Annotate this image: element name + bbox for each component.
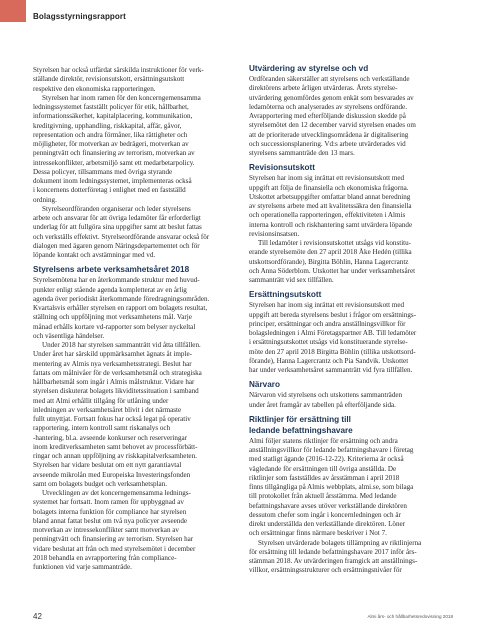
paragraph: [33, 66, 236, 94]
left-text-column: [33, 66, 236, 572]
paragraph: [33, 94, 236, 205]
text-line: inledningen av verksamhetsåret blivit i det närmaste: [33, 405, 182, 414]
text-line: för ersättning till ledande befattningshavare 2017 inför års-: [249, 547, 417, 556]
text-line: Ordföranden säkerställer att styrelsens och verkställande: [249, 75, 410, 83]
section-heading: Riktlinjer för ersättning till: [249, 414, 351, 424]
paragraph: [33, 205, 236, 261]
paragraph: [249, 437, 452, 539]
section-heading: Utvärdering av styrelse och vd: [249, 64, 369, 73]
text-line: inom kreditverksamheten samt behovet av processförbätt-: [33, 442, 198, 451]
text-line: direkt underställda den verkställande direktören. Löner: [249, 520, 406, 528]
paragraph: [33, 276, 236, 341]
text-line: och ersättningar finns närmare beskriver i Not 7.: [249, 529, 387, 538]
paragraph: [249, 75, 452, 158]
text-line: Utvecklingen av det koncerngemensamma lednings-: [42, 489, 191, 497]
text-line: ledningssystemet fastställt policyer för etik, hållbarhet,: [33, 103, 189, 111]
text-line: Under året har särskild uppmärksamhet ägnats åt imple-: [33, 350, 192, 359]
text-line: och operationella rapporteringen, effektiviteten i Almis: [249, 211, 406, 220]
paragraph: [33, 341, 236, 489]
text-line: dialogen med ägaren genom Näringsdepartementet och för: [33, 241, 200, 250]
text-line: direktörens arbete årligen utvärderas. Årets styrelse-: [249, 84, 398, 93]
text-line: uppgift att följa de finansiella och ekonomiska frågorna.: [249, 183, 409, 192]
text-line: bolagets interna funktion för compliance har styrelsen: [33, 507, 187, 516]
text-line: månad erhålls kortare vd-rapporter som belyser nyckeltal: [33, 322, 196, 331]
text-line: ställning och uppföljning mot verksamhetens mål. Varje: [33, 313, 192, 322]
text-line: arbete och ansvarar för att övriga ledamöter får erforderligt: [33, 214, 201, 222]
page-number: 42: [33, 612, 42, 621]
paragraph: [249, 239, 452, 285]
text-line: agenda över periodiskt återkommande föredragningsområden.: [33, 294, 210, 303]
text-line: av styrelsens arbete med att kvalitetssäkra den finansiella: [249, 202, 412, 210]
text-line: Styrelsen har inom sig inrättat ett revisionsutskott med: [249, 174, 405, 183]
right-text-column: [249, 64, 452, 576]
text-line: ordning.: [33, 195, 57, 204]
text-line: motverkan av intressekonflikter samt motverkan av: [33, 526, 179, 534]
text-line: och väsentliga händelser.: [33, 331, 105, 340]
text-line: rapportering, intern kontroll samt riskanalys och: [33, 424, 171, 433]
text-line: styrelsemötet den 12 december varvid styrelsen enades om: [249, 121, 416, 130]
text-line: Utskottet arbetsuppgifter omfattar bland annat beredning: [249, 192, 411, 201]
text-line: representation och andra förmåner, lika rättigheter och: [33, 130, 188, 139]
text-line: Dessa policyer, tillsammans med övriga styrande: [33, 167, 173, 176]
text-line: 2018 behandla en avrapportering från compliance-: [33, 553, 177, 562]
text-line: interna kontroll och riskhantering samt utvärdera löpande: [249, 220, 413, 229]
text-line: fattats om målnivåer för de verksamhetsmål och strategiska: [33, 368, 202, 377]
footer-report-title: Almi års- och hållbarhetsredovisning 2018: [367, 614, 453, 619]
text-line: ställande direktör, revisionsutskott, ersättningsutskott: [33, 75, 185, 84]
paragraph: [249, 174, 452, 239]
section-heading: ledande befattningshavare: [249, 425, 353, 435]
text-line: bolagsledningen i Almi Företagspartner AB. Till ledamöter: [249, 329, 417, 337]
paragraph: [249, 539, 452, 576]
text-line: dessutom chefer som ingår i koncernledningen och är: [249, 510, 401, 519]
text-line: intressekonflikter, arbetsmiljö samt ett medarbetarpolicy.: [33, 158, 195, 167]
text-line: utskottsordförande), Birgitta Böhlin, Hanna Lagercrantz: [249, 257, 409, 266]
text-line: ringar och annan uppföljning av riskkapitalverksamheten.: [33, 452, 197, 460]
text-line: dokument inom ledningssystemet, implementeras också: [33, 177, 192, 185]
text-line: Styrelsen har inom sig inrättat ett revisionsutskott med: [249, 301, 405, 310]
text-line: mentering av Almis nya verksamhetsstrategi. Beslut har: [33, 359, 192, 368]
text-line: bland annat fattat beslut om två nya policyer avseende: [33, 516, 188, 525]
text-line: Kvartalsvis erhåller styrelsen en rapport om bolagets resultat,: [33, 304, 208, 312]
paragraph: [249, 391, 452, 410]
text-line: Almi följer statens riktlinjer för ersättning och andra: [249, 436, 398, 445]
section-heading: Närvaro: [249, 380, 280, 390]
text-line: har under verksamhetsåret sammanträtt vid fyra tillfällen.: [249, 366, 413, 374]
page-header-title: Bolagsstyrningsrapport: [33, 12, 126, 21]
text-line: punkter enligt stående agenda kompletterat av en årlig: [33, 285, 187, 294]
paragraph: [249, 301, 452, 375]
text-line: ledamöterna och analyserades av styrelsens ordförande.: [249, 102, 407, 111]
text-line: i ersättningsutskottet utsågs vid konstituerande styrelse-: [249, 338, 408, 347]
text-line: -hantering, bl.a. avseende konkurser och reserveringar: [33, 433, 188, 442]
text-line: med att Almi erhållit tillgång för utlåning under: [33, 396, 169, 405]
text-line: styrelsen diskuterat bolagets likviditetssituation i samband: [33, 387, 199, 396]
text-line: penningtvätt och finansiering av terrorism. Styrelsen har: [33, 535, 194, 544]
text-line: förande), Hanna Lagercrantz och Pia Sandvik. Utskottet: [249, 356, 409, 365]
text-line: systemet har fortsatt. Inom ramen för uppbyggnad av: [33, 498, 184, 507]
section-heading: Styrelsens arbete verksamhetsåret 2018: [33, 265, 190, 275]
text-line: möte den 27 april 2018 Birgitta Böhlin (tillika utskottsord-: [249, 347, 416, 356]
text-line: avseende mikrolån med Europeiska Investeringsfonden: [33, 470, 191, 479]
text-line: Styrelsen har också utfärdat särskilda instruktioner för verk-: [33, 66, 204, 74]
text-line: stämman 2018. Av utvärderingen framgick att anställnings-: [249, 557, 418, 565]
text-line: och successionsplanering. Vd:s arbete utvärderades vid: [249, 139, 406, 148]
text-line: penningtvätt och finansiering av terrorism, motverkan av: [33, 149, 195, 158]
text-line: Till ledamöter i revisionsutskottet utsågs vid konstitu-: [258, 239, 412, 247]
text-line: och verkställs effektivt. Styrelseordförande ansvarar också för: [33, 232, 210, 241]
text-line: principer, ersättningar och andra anställningsvillkor för: [249, 319, 406, 328]
text-line: underlag för att fullgöra sina uppgifter samt att beslut fattas: [33, 223, 202, 232]
header-accent-bar: [0, 0, 26, 22]
text-line: i koncernens dotterföretag i enlighet med en fastställd: [33, 186, 186, 195]
text-line: riktlinjer som fastställdes av årsstämman i april 2018: [249, 473, 400, 482]
section-heading: Ersättningsutskott: [249, 290, 322, 300]
text-line: att de prioriterade utvecklingsområdena är digitalisering: [249, 130, 409, 139]
text-line: utvärdering genomfördes genom enkät som besvarades av: [249, 93, 414, 102]
text-line: Närvaron vid styrelsens och utskottens sammanträden: [249, 391, 403, 400]
text-line: styrelsens sammanträde den 13 mars.: [249, 149, 355, 157]
text-line: Avrapportering med efterföljande diskussion skedde på: [249, 112, 406, 120]
text-line: kreditgivning, upphandling, riskkapital, affär, gåvor,: [33, 121, 182, 130]
text-line: samt om bolagets budget och verksamhetsplan.: [33, 479, 167, 488]
text-line: Styrelsen har vidare beslutat om ett nytt garantiavtal: [33, 461, 182, 470]
text-line: erande styrelsemöte den 27 april 2018 Åke Hedén (tillika: [249, 248, 412, 257]
text-line: informationssäkerhet, kapitalplacering, kommunikation,: [33, 112, 193, 121]
text-line: respektive den ekonomiska rapporteringen.: [33, 84, 156, 93]
text-line: hållbarhetsmål som ingår i Almis målstruktur. Vidare har: [33, 378, 195, 386]
text-line: finns tillgängliga på Almis webbplats, almi.se, som bilaga: [249, 483, 414, 491]
text-line: anställningsvillkor för ledande befattningshavare i företag: [249, 446, 414, 454]
text-line: vägledande för ersättningen till övriga anställda. De: [249, 464, 397, 473]
text-line: med statligt ägande (2016-12-22). Kriterierna är också: [249, 455, 404, 464]
text-line: Styrelsemötena har en återkommande struktur med huvud-: [33, 276, 200, 285]
text-line: Styrelsen utvärderade bolagets tillämpning av riktlinjerna: [258, 538, 422, 547]
text-line: och Anna Söderblom. Utskottet har under verksamhetsåret: [249, 266, 416, 275]
text-line: revisionsinsatsen.: [249, 229, 300, 238]
paragraph: [33, 489, 236, 572]
text-line: Styrelseordföranden organiserar och leder styrelsens: [42, 204, 191, 213]
text-line: möjligheter, för motverkan av bedrägeri, motverkan av: [33, 140, 189, 148]
text-line: löpande kontakt och avstämningar med vd.: [33, 251, 156, 259]
text-line: fullt utnyttjat. Fortsatt fokus har också legat på operativ: [33, 415, 191, 423]
text-line: sammanträtt vid sex tillfällen.: [249, 276, 334, 284]
section-heading: Revisionsutskott: [249, 163, 315, 173]
text-line: villkor, ersättningsstrukturer och ersättningsnivåer för: [249, 566, 402, 575]
text-line: funktionen vid varje sammanträde.: [33, 563, 132, 571]
text-line: till protokollet från aktuell årsstämma. Med ledande: [249, 492, 397, 501]
text-line: uppgift att bereda styrelsens beslut i frågor om ersättnings-: [249, 310, 417, 319]
text-line: Styrelsen har inom ramen för den koncerngemensamma: [42, 93, 201, 102]
text-line: Under 2018 har styrelsen sammanträtt vid åtta tillfällen.: [42, 341, 201, 349]
text-line: under året framgår av tabellen på efterföljande sida.: [249, 400, 396, 409]
text-line: vidare beslutat att från och med styrelsemötet i december: [33, 544, 196, 553]
text-line: befattningshavare avses utöver verkställande direktören: [249, 501, 407, 510]
